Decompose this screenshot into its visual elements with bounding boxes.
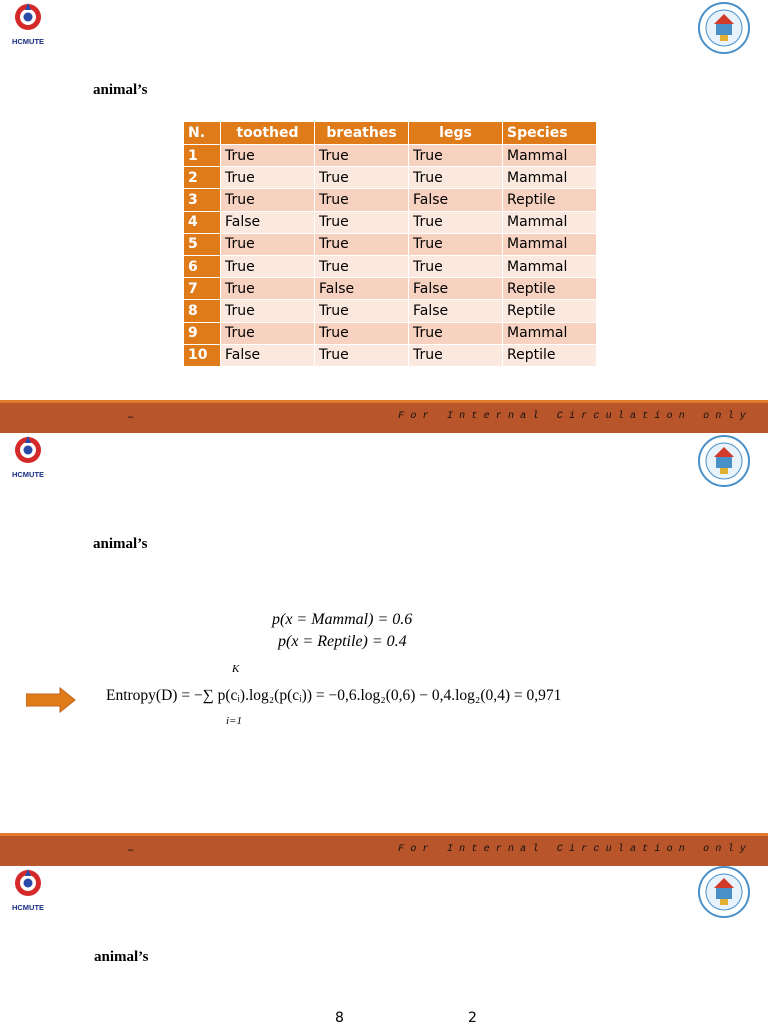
table-cell: True (315, 167, 409, 189)
table-cell: 4 (184, 211, 221, 233)
sum-lower-limit: i=1 (226, 715, 242, 727)
table-header-row (184, 122, 597, 145)
table-cell: Mammal (503, 167, 597, 189)
col-species: Species (503, 122, 597, 145)
table-cell: True (221, 255, 315, 277)
slide-heading: animal’s (93, 536, 148, 552)
slide-3 (0, 866, 768, 1024)
table-cell: Reptile (503, 278, 597, 300)
table-cell: True (409, 344, 503, 366)
table-cell: False (315, 278, 409, 300)
table-cell: True (409, 255, 503, 277)
table-cell: Mammal (503, 322, 597, 344)
table-cell: 6 (184, 255, 221, 277)
table-cell: True (221, 278, 315, 300)
table-cell: 10 (184, 344, 221, 366)
bottom-number: 8 (335, 1010, 344, 1026)
table-cell: True (221, 233, 315, 255)
table-cell: False (221, 344, 315, 366)
table-cell: 1 (184, 145, 221, 167)
table-row (184, 167, 597, 189)
university-seal-icon (698, 435, 750, 487)
slide-1 (0, 0, 768, 400)
table-cell: Mammal (503, 145, 597, 167)
table-cell: True (315, 189, 409, 211)
university-seal-icon (698, 2, 750, 54)
footer-dash: – (127, 410, 135, 424)
table-cell: True (315, 233, 409, 255)
table-cell: Reptile (503, 344, 597, 366)
logo-caption: HCMUTE (11, 903, 45, 912)
col-toothed: toothed (221, 122, 315, 145)
table-cell: False (221, 211, 315, 233)
table-row (184, 278, 597, 300)
table-cell: True (221, 322, 315, 344)
table-cell: 3 (184, 189, 221, 211)
table-row (184, 233, 597, 255)
table-row (184, 211, 597, 233)
col-legs: legs (409, 122, 503, 145)
table-cell: True (409, 211, 503, 233)
col-n: N. (184, 122, 221, 145)
table-cell: 2 (184, 167, 221, 189)
table-cell: True (315, 145, 409, 167)
hcmute-logo (8, 868, 48, 914)
table-cell: False (409, 189, 503, 211)
table-cell: Mammal (503, 211, 597, 233)
table-row (184, 344, 597, 366)
animals-table (183, 121, 597, 367)
footer-text: For Internal Circulation only (398, 844, 752, 855)
table-cell: 7 (184, 278, 221, 300)
table-cell: 5 (184, 233, 221, 255)
footer-text: For Internal Circulation only (398, 411, 752, 422)
table-cell: True (315, 255, 409, 277)
table-cell: True (409, 167, 503, 189)
table-row (184, 300, 597, 322)
p-mammal-formula: p(x = Mammal) = 0.6 (272, 611, 413, 628)
col-breathes: breathes (315, 122, 409, 145)
table-row (184, 322, 597, 344)
table-cell: Mammal (503, 255, 597, 277)
entropy-formula: Entropy(D) = −∑ p(cᵢ).log₂(p(cᵢ)) = −0,6.log₂(0,6) − 0,4.log₂(0,4) = 0,971 (106, 687, 562, 704)
table-cell: False (409, 300, 503, 322)
table-cell: True (315, 300, 409, 322)
table-row (184, 189, 597, 211)
hcmute-logo (8, 2, 48, 48)
table-cell: True (409, 145, 503, 167)
table-cell: Reptile (503, 300, 597, 322)
table-cell: 8 (184, 300, 221, 322)
slide-heading: animal’s (93, 82, 148, 98)
university-seal-icon (698, 866, 750, 918)
table-cell: Reptile (503, 189, 597, 211)
table-cell: True (221, 167, 315, 189)
table-cell: True (409, 322, 503, 344)
footer-dash: – (127, 843, 135, 857)
table-row (184, 255, 597, 277)
logo-caption: HCMUTE (11, 37, 45, 46)
table-cell: 9 (184, 322, 221, 344)
table-cell: True (221, 145, 315, 167)
bottom-number: 2 (468, 1010, 477, 1026)
table-cell: True (315, 344, 409, 366)
table-cell: True (315, 322, 409, 344)
table-cell: True (221, 300, 315, 322)
table-cell: True (315, 211, 409, 233)
table-cell: True (221, 189, 315, 211)
slide-heading: animal’s (94, 949, 149, 965)
table-cell: Mammal (503, 233, 597, 255)
slide-2 (0, 433, 768, 833)
logo-caption: HCMUTE (11, 470, 45, 479)
table-cell: True (409, 233, 503, 255)
table-row (184, 145, 597, 167)
table-cell: False (409, 278, 503, 300)
p-reptile-formula: p(x = Reptile) = 0.4 (278, 633, 407, 650)
footer-band (0, 833, 768, 866)
sum-upper-limit: K (232, 663, 240, 675)
footer-band (0, 400, 768, 433)
hcmute-logo (8, 435, 48, 481)
arrow-right-icon (26, 687, 76, 713)
